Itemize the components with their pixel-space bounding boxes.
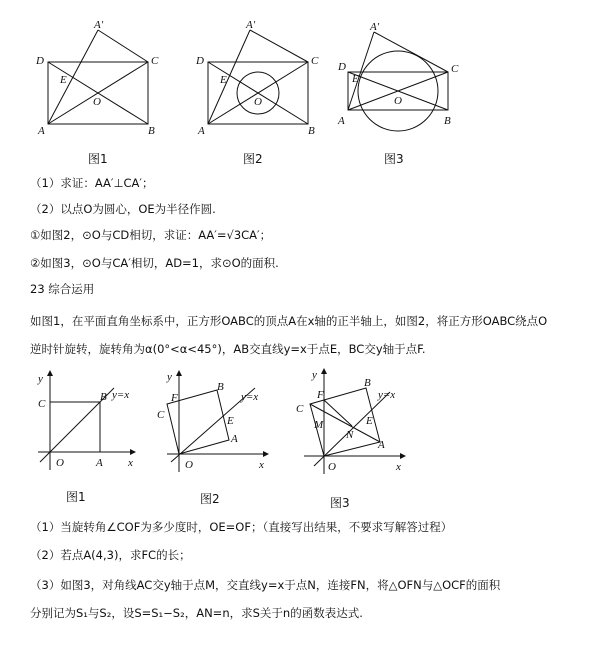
label-x: x [128,457,133,469]
label-n: N [346,429,354,441]
label-a-prime: A′ [370,21,380,33]
label-y: y [167,371,172,383]
label-o: O [394,95,402,107]
label-x: x [396,461,401,473]
segment-aa-prime [348,32,374,110]
label-d: D [36,55,44,67]
label-a-prime: A′ [94,19,104,31]
bottom-figure-1 [30,370,150,480]
problem23-intro-line2: 逆时针旋转，旋转角为α(0°<α<45°)，AB交直线y=x于点E，BC交y轴于点F. [30,342,426,356]
label-e: E [60,74,67,86]
x-axis-arrow [263,451,269,457]
bottom-figure-3 [290,368,420,478]
label-y: y [38,373,43,385]
segment-aa-prime [48,30,98,124]
problem23-q3-line2: 分别记为S₁与S₂，设S=S₁−S₂，AN=n，求S关于n的函数表达式. [30,606,363,620]
bottom-caption-2: 图2 [200,492,220,506]
label-o: O [328,461,336,473]
top-figure-1 [30,20,170,140]
bottom-caption-1: 图1 [66,490,86,504]
problem23-q3-line1: （3）如图3，对角线AC交y轴于点M，交直线y=x于点N，连接FN，将△OFN与△OCF的面积 [30,578,501,592]
label-b: B [444,115,451,127]
label-y: y [312,369,317,381]
bottom-caption-3: 图3 [330,496,350,510]
label-o: O [93,96,101,108]
label-e: E [352,73,359,85]
top-caption-2: 图2 [243,152,263,166]
label-c: C [451,63,459,75]
label-f: F [171,392,178,404]
part1-q1: （1）求证：AA′⊥CA′； [30,176,154,190]
x-axis-arrow [400,453,406,459]
problem23-header: 23 综合运用 [30,282,95,296]
label-a: A [96,457,103,469]
label-d: D [196,55,204,67]
x-axis-arrow [130,449,136,455]
part1-q2: （2）以点O为圆心，OE为半径作圆. [30,202,216,216]
label-x: x [259,459,264,471]
segment-fn [324,400,352,426]
y-axis-arrow [321,368,327,374]
label-c: C [311,55,319,67]
part1-q2b: ②如图3，⊙O与CA′相切，AD=1，求⊙O的面积. [30,256,279,270]
label-e: E [220,74,227,86]
label-o: O [56,457,64,469]
bottom-figure-2 [155,368,280,478]
segment-ca-prime [98,30,148,62]
top-figure-3 [330,20,470,140]
label-yx: y=x [241,391,259,403]
label-e: E [227,415,234,427]
label-b: B [148,125,155,137]
label-o: O [254,96,262,108]
top-caption-3: 图3 [384,152,404,166]
label-a: A [38,125,45,137]
label-b: B [100,391,107,403]
top-figure-2 [190,20,330,140]
label-a-prime: A′ [246,19,256,31]
part1-q2a: ①如图2，⊙O与CD相切，求证：AA′=√3CA′； [30,228,272,242]
label-a: A [231,433,238,445]
label-a: A [378,439,385,451]
label-c: C [157,409,165,421]
y-axis-arrow [176,370,182,376]
top-caption-1: 图1 [88,152,108,166]
label-a: A [338,115,345,127]
problem23-intro-line1: 如图1，在平面直角坐标系中，正方形OABC的顶点A在x轴的正半轴上，如图2，将正方形OABC绕点O [30,314,548,328]
problem23-q2: （2）若点A(4,3)，求FC的长； [30,548,191,562]
segment-ca-prime [250,30,308,62]
label-yx: y=x [378,389,396,401]
label-b: B [217,381,224,393]
label-c: C [296,403,304,415]
label-m: M [314,419,324,431]
label-f: F [317,389,324,401]
y-axis-arrow [47,370,53,376]
label-o: O [185,459,193,471]
label-a: A [198,125,205,137]
label-yx: y=x [112,389,130,401]
segment-ca-prime [374,32,448,72]
label-c: C [38,398,46,410]
label-c: C [151,55,159,67]
label-b: B [308,125,315,137]
label-d: D [338,61,346,73]
problem23-q1: （1）当旋转角∠COF为多少度时，OE=OF；（直接写出结果，不要求写解答过程） [30,520,453,534]
label-e: E [366,415,373,427]
label-b: B [364,377,371,389]
